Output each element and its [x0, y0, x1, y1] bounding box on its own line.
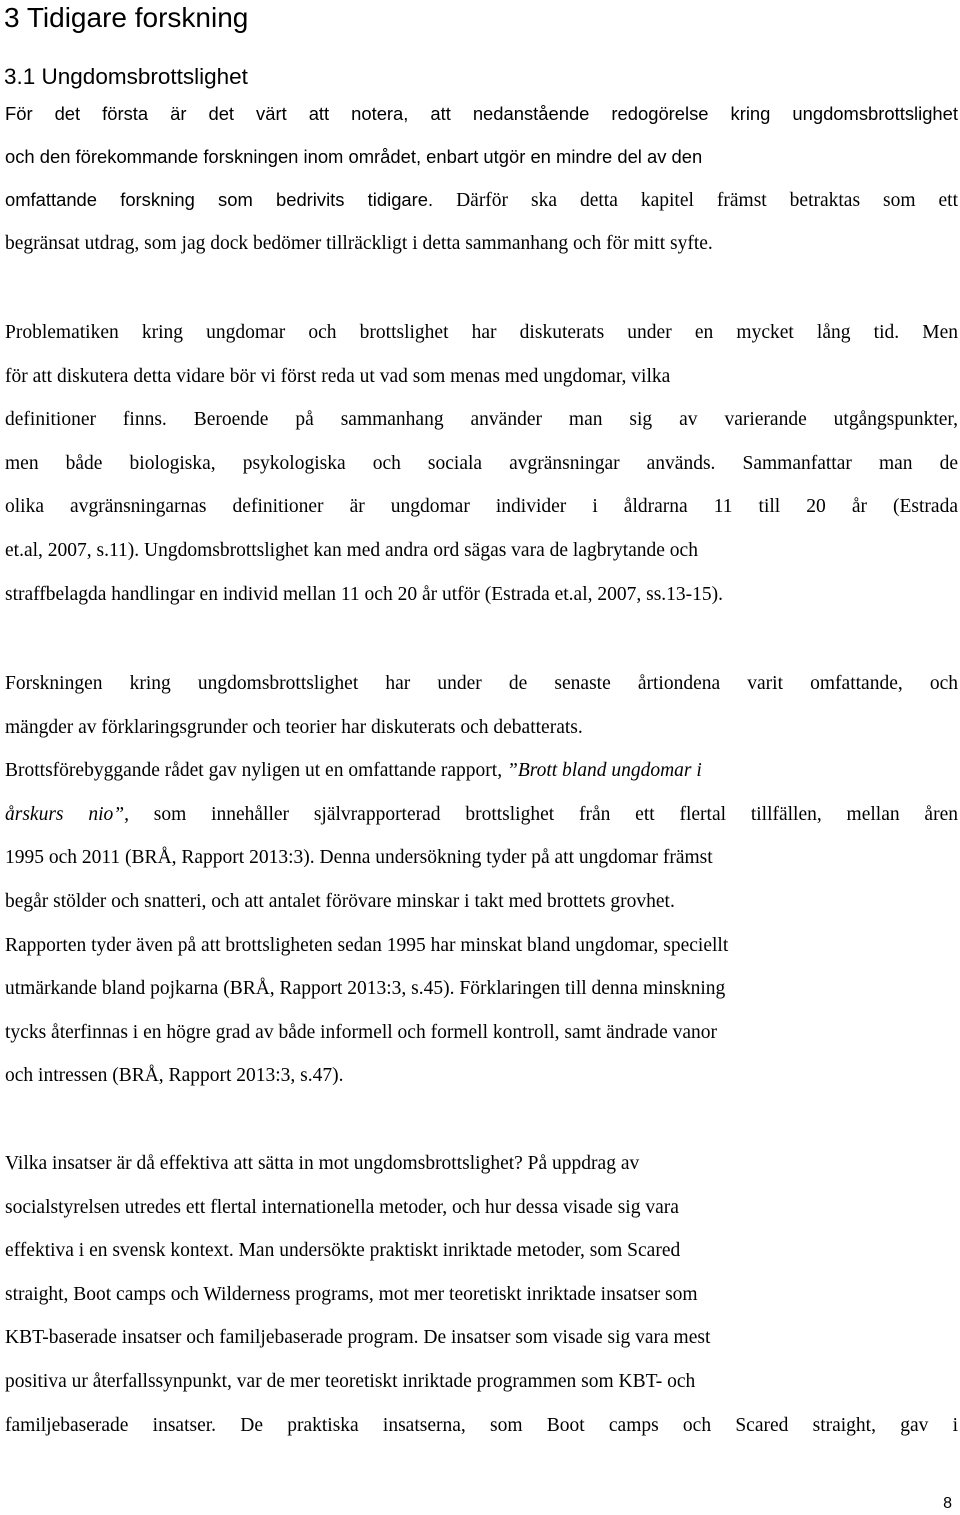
problem-line: straffbelagda handlingar en individ mellan 11 och 20 år utför (Estrada et.al, 2007, ss.13-15).	[5, 583, 724, 605]
report-title-end: årskurs nio”,	[5, 803, 129, 825]
research-line-2: mängder av förklaringsgrunder och teorier har diskuterats och debatterats.	[5, 716, 583, 738]
problem-line: men både biologiska, psykologiska och sociala avgränsningar används. Sammanfattar man de	[5, 452, 958, 474]
intro-line-3-end: Därför ska detta kapitel främst betraktas som ett	[433, 190, 958, 211]
problem-line: för att diskutera detta vidare bör vi först reda ut vad som menas med ungdomar, vilka	[5, 365, 671, 387]
research-line-1: Forskningen kring ungdomsbrottslighet har under de senaste årtiondena varit omfattande, och	[5, 673, 958, 694]
research-paragraph	[5, 662, 958, 1098]
measures-line: socialstyrelsen utredes ett flertal internationella metoder, och hur dessa visade sig vara	[5, 1196, 679, 1218]
intro-paragraph	[5, 93, 958, 265]
intro-line-2: och den förekommande forskningen inom området, enbart utgör en mindre del av den	[5, 146, 703, 167]
intro-line-4: begränsat utdrag, som jag dock bedömer tillräckligt i detta sammanhang och för mitt syfte.	[5, 233, 713, 254]
research-line-4-end: som innehåller självrapporterad brottslighet från ett flertal tillfällen, mellan åren	[128, 803, 958, 825]
research-line-10: och intressen (BRÅ, Rapport 2013:3, s.47).	[5, 1065, 344, 1087]
measures-line: positiva ur återfallssynpunkt, var de mer teoretiskt inriktade programmen som KBT- och	[5, 1370, 696, 1392]
report-title-start: ”Brott bland ungdomar i	[506, 760, 702, 782]
research-line-3-start: Brottsförebyggande rådet gav nyligen ut en omfattande rapport,	[5, 760, 507, 782]
problem-line: olika avgränsningarnas definitioner är ungdomar individer i åldrarna 11 till 20 år (Estrada	[5, 496, 958, 518]
research-line-4	[5, 793, 958, 837]
measures-line: effektiva i en svensk kontext. Man undersökte praktiskt inriktade metoder, som Scared	[5, 1240, 681, 1262]
measures-paragraph	[5, 1142, 958, 1447]
research-line-3	[5, 749, 958, 793]
page-number: 8	[943, 1495, 952, 1512]
problem-line: Problematiken kring ungdomar och brottslighet har diskuterats under en mycket lång tid. Men	[5, 322, 958, 343]
research-line-8: utmärkande bland pojkarna (BRÅ, Rapport 2013:3, s.45). Förklaringen till denna minskning	[5, 978, 726, 1000]
measures-line: straight, Boot camps och Wilderness programs, mot mer teoretiskt inriktade insatser som	[5, 1283, 698, 1305]
research-line-5: 1995 och 2011 (BRÅ, Rapport 2013:3). Denna undersökning tyder på att ungdomar främst	[5, 847, 713, 869]
problem-paragraph	[5, 311, 958, 616]
measures-line: Vilka insatser är då effektiva att sätta in mot ungdomsbrottslighet? På uppdrag av	[5, 1153, 640, 1174]
intro-line-1: För det första är det värt att notera, att nedanstående redogörelse kring ungdomsbrottslighet	[5, 103, 958, 124]
measures-line: KBT-baserade insatser och familjebaserade program. De insatser som visade sig vara mest	[5, 1327, 711, 1349]
research-line-9: tycks återfinnas i en högre grad av både informell och formell kontroll, samt ändrade vanor	[5, 1021, 718, 1043]
problem-line: et.al, 2007, s.11). Ungdomsbrottslighet kan med andra ord sägas vara de lagbrytande och	[5, 539, 698, 561]
research-line-6: begår stölder och snatteri, och att antalet förövare minskar i takt med brottets grovhet.	[5, 890, 675, 912]
intro-line-3-start: omfattande forskning som bedrivits tidigare.	[5, 189, 434, 210]
section-heading: 3.1 Ungdomsbrottslighet	[4, 64, 248, 89]
chapter-heading: 3 Tidigare forskning	[4, 2, 249, 33]
intro-line-3	[5, 178, 958, 222]
problem-line: definitioner finns. Beroende på sammanhang använder man sig av varierande utgångspunkter,	[5, 409, 958, 431]
research-line-7: Rapporten tyder även på att brottsligheten sedan 1995 har minskat bland ungdomar, speciellt	[5, 934, 729, 956]
measures-line: familjebaserade insatser. De praktiska insatserna, som Boot camps och Scared straight, gav i	[5, 1414, 958, 1436]
